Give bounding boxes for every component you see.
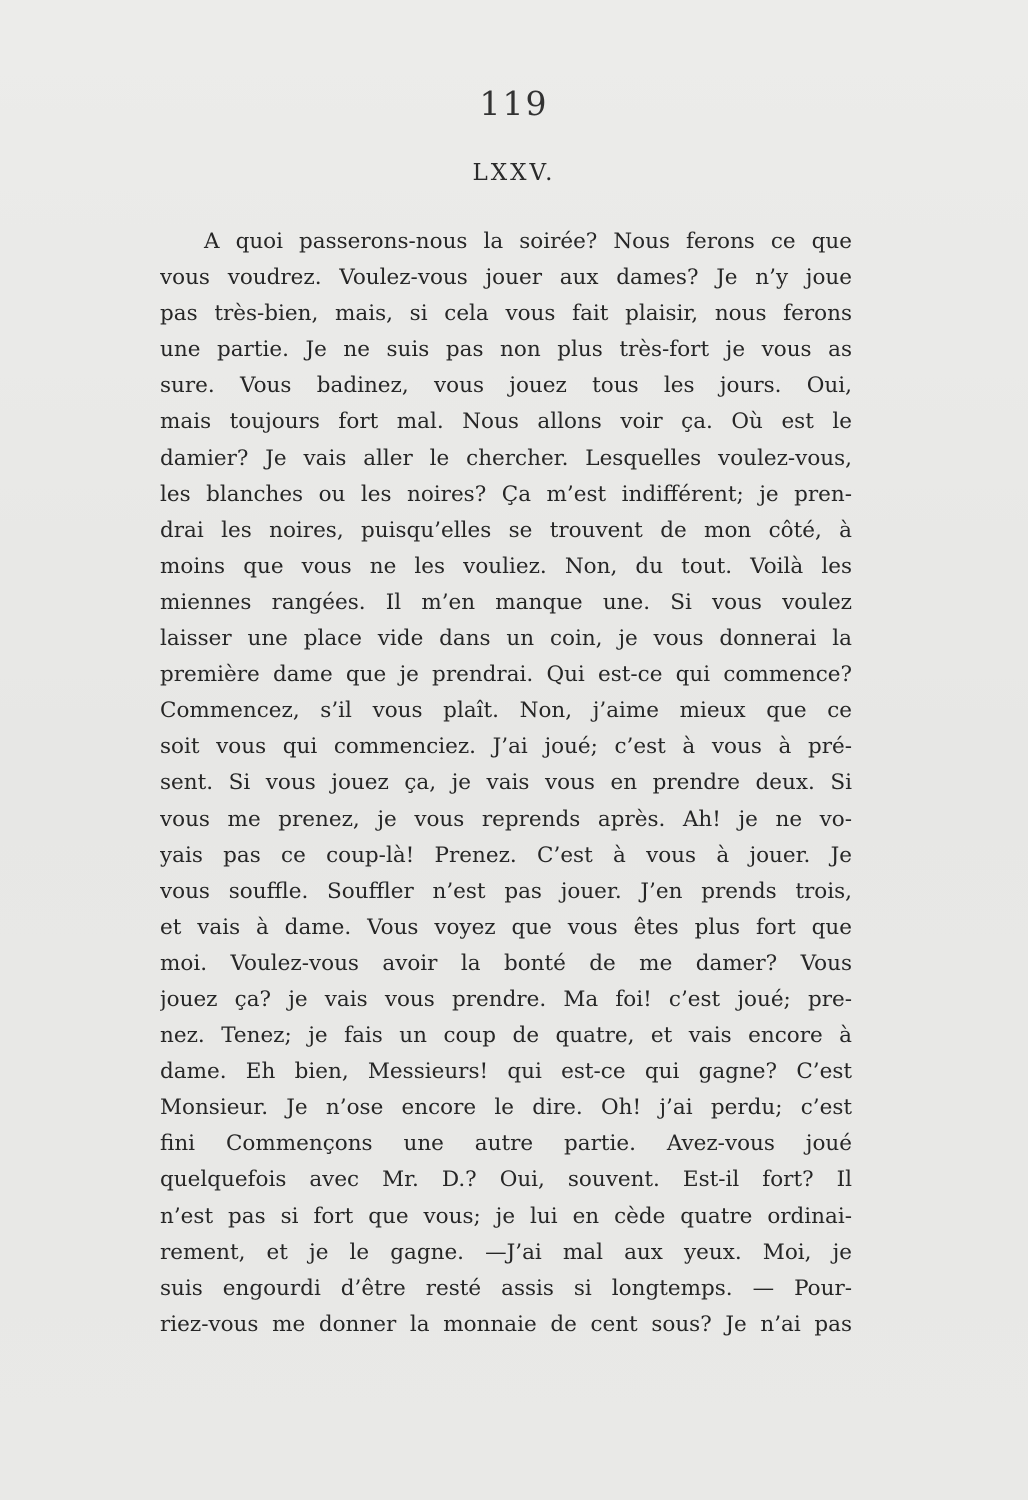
text-line: fini Commençons une autre partie. Avez-vous joué [160, 1131, 852, 1157]
text-line: miennes rangées. Il m’en manque une. Si vous voulez [160, 589, 852, 615]
text-line: nez. Tenez; je fais un coup de quatre, et vais encore à [160, 1023, 852, 1049]
text-line: sure. Vous badinez, vous jouez tous les jours. Oui, [160, 373, 852, 399]
text-line: rement, et je le gagne. —J’ai mal aux yeux. Moi, je [160, 1239, 852, 1265]
text-line: drai les noires, puisqu’elles se trouvent de mon côté, à [160, 517, 852, 543]
text-line: dame. Eh bien, Messieurs! qui est-ce qui gagne? C’est [160, 1059, 852, 1085]
page-number: 119 [479, 84, 549, 123]
text-line: soit vous qui commenciez. J’ai joué; c’est à vous à pré- [160, 734, 852, 760]
text-line: vous souffle. Souffler n’est pas jouer. J’en prends trois, [160, 878, 852, 904]
text-line: une partie. Je ne suis pas non plus très-fort je vous as [160, 337, 852, 363]
text-line: première dame que je prendrai. Qui est-ce qui commence? [160, 662, 852, 688]
text-line: Monsieur. Je n’ose encore le dire. Oh! j’ai perdu; c’est [160, 1095, 852, 1121]
text-line: riez-vous me donner la monnaie de cent sous? Je n’ai pas [160, 1311, 852, 1337]
text-line: quelquefois avec Mr. D.? Oui, souvent. Est-il fort? Il [160, 1167, 852, 1193]
text-line: A quoi passerons-nous la soirée? Nous ferons ce que [204, 229, 852, 254]
text-line: moins que vous ne les vouliez. Non, du tout. Voilà les [160, 553, 852, 579]
text-line: jouez ça? je vais vous prendre. Ma foi! c’est joué; pre- [160, 986, 852, 1012]
text-line: sent. Si vous jouez ça, je vais vous en prendre deux. Si [160, 770, 852, 796]
text-line: suis engourdi d’être resté assis si longtemps. — Pour- [160, 1275, 852, 1301]
text-line: damier? Je vais aller le chercher. Lesquelles voulez-vous, [160, 445, 852, 471]
body-text [160, 224, 852, 1343]
text-line: vous voudrez. Voulez-vous jouer aux dames? Je n’y joue [160, 265, 852, 291]
text-line: les blanches ou les noires? Ça m’est indifférent; je pren- [160, 481, 852, 507]
text-line: mais toujours fort mal. Nous allons voir ça. Où est le [160, 409, 852, 435]
text-line: vous me prenez, je vous reprends après. Ah! je ne vo- [160, 806, 852, 832]
text-line: n’est pas si fort que vous; je lui en cède quatre ordinai- [160, 1203, 852, 1229]
text-line: yais pas ce coup-là! Prenez. C’est à vous à jouer. Je [160, 842, 852, 868]
text-line: pas très-bien, mais, si cela vous fait plaisir, nous ferons [160, 301, 852, 327]
text-line: laisser une place vide dans un coin, je vous donnerai la [160, 626, 852, 652]
text-line: moi. Voulez-vous avoir la bonté de me damer? Vous [160, 950, 852, 976]
chapter-title: LXXV. [472, 160, 556, 186]
text-line: Commencez, s’il vous plaît. Non, j’aime mieux que ce [160, 698, 852, 724]
text-line: et vais à dame. Vous voyez que vous êtes plus fort que [160, 914, 852, 940]
